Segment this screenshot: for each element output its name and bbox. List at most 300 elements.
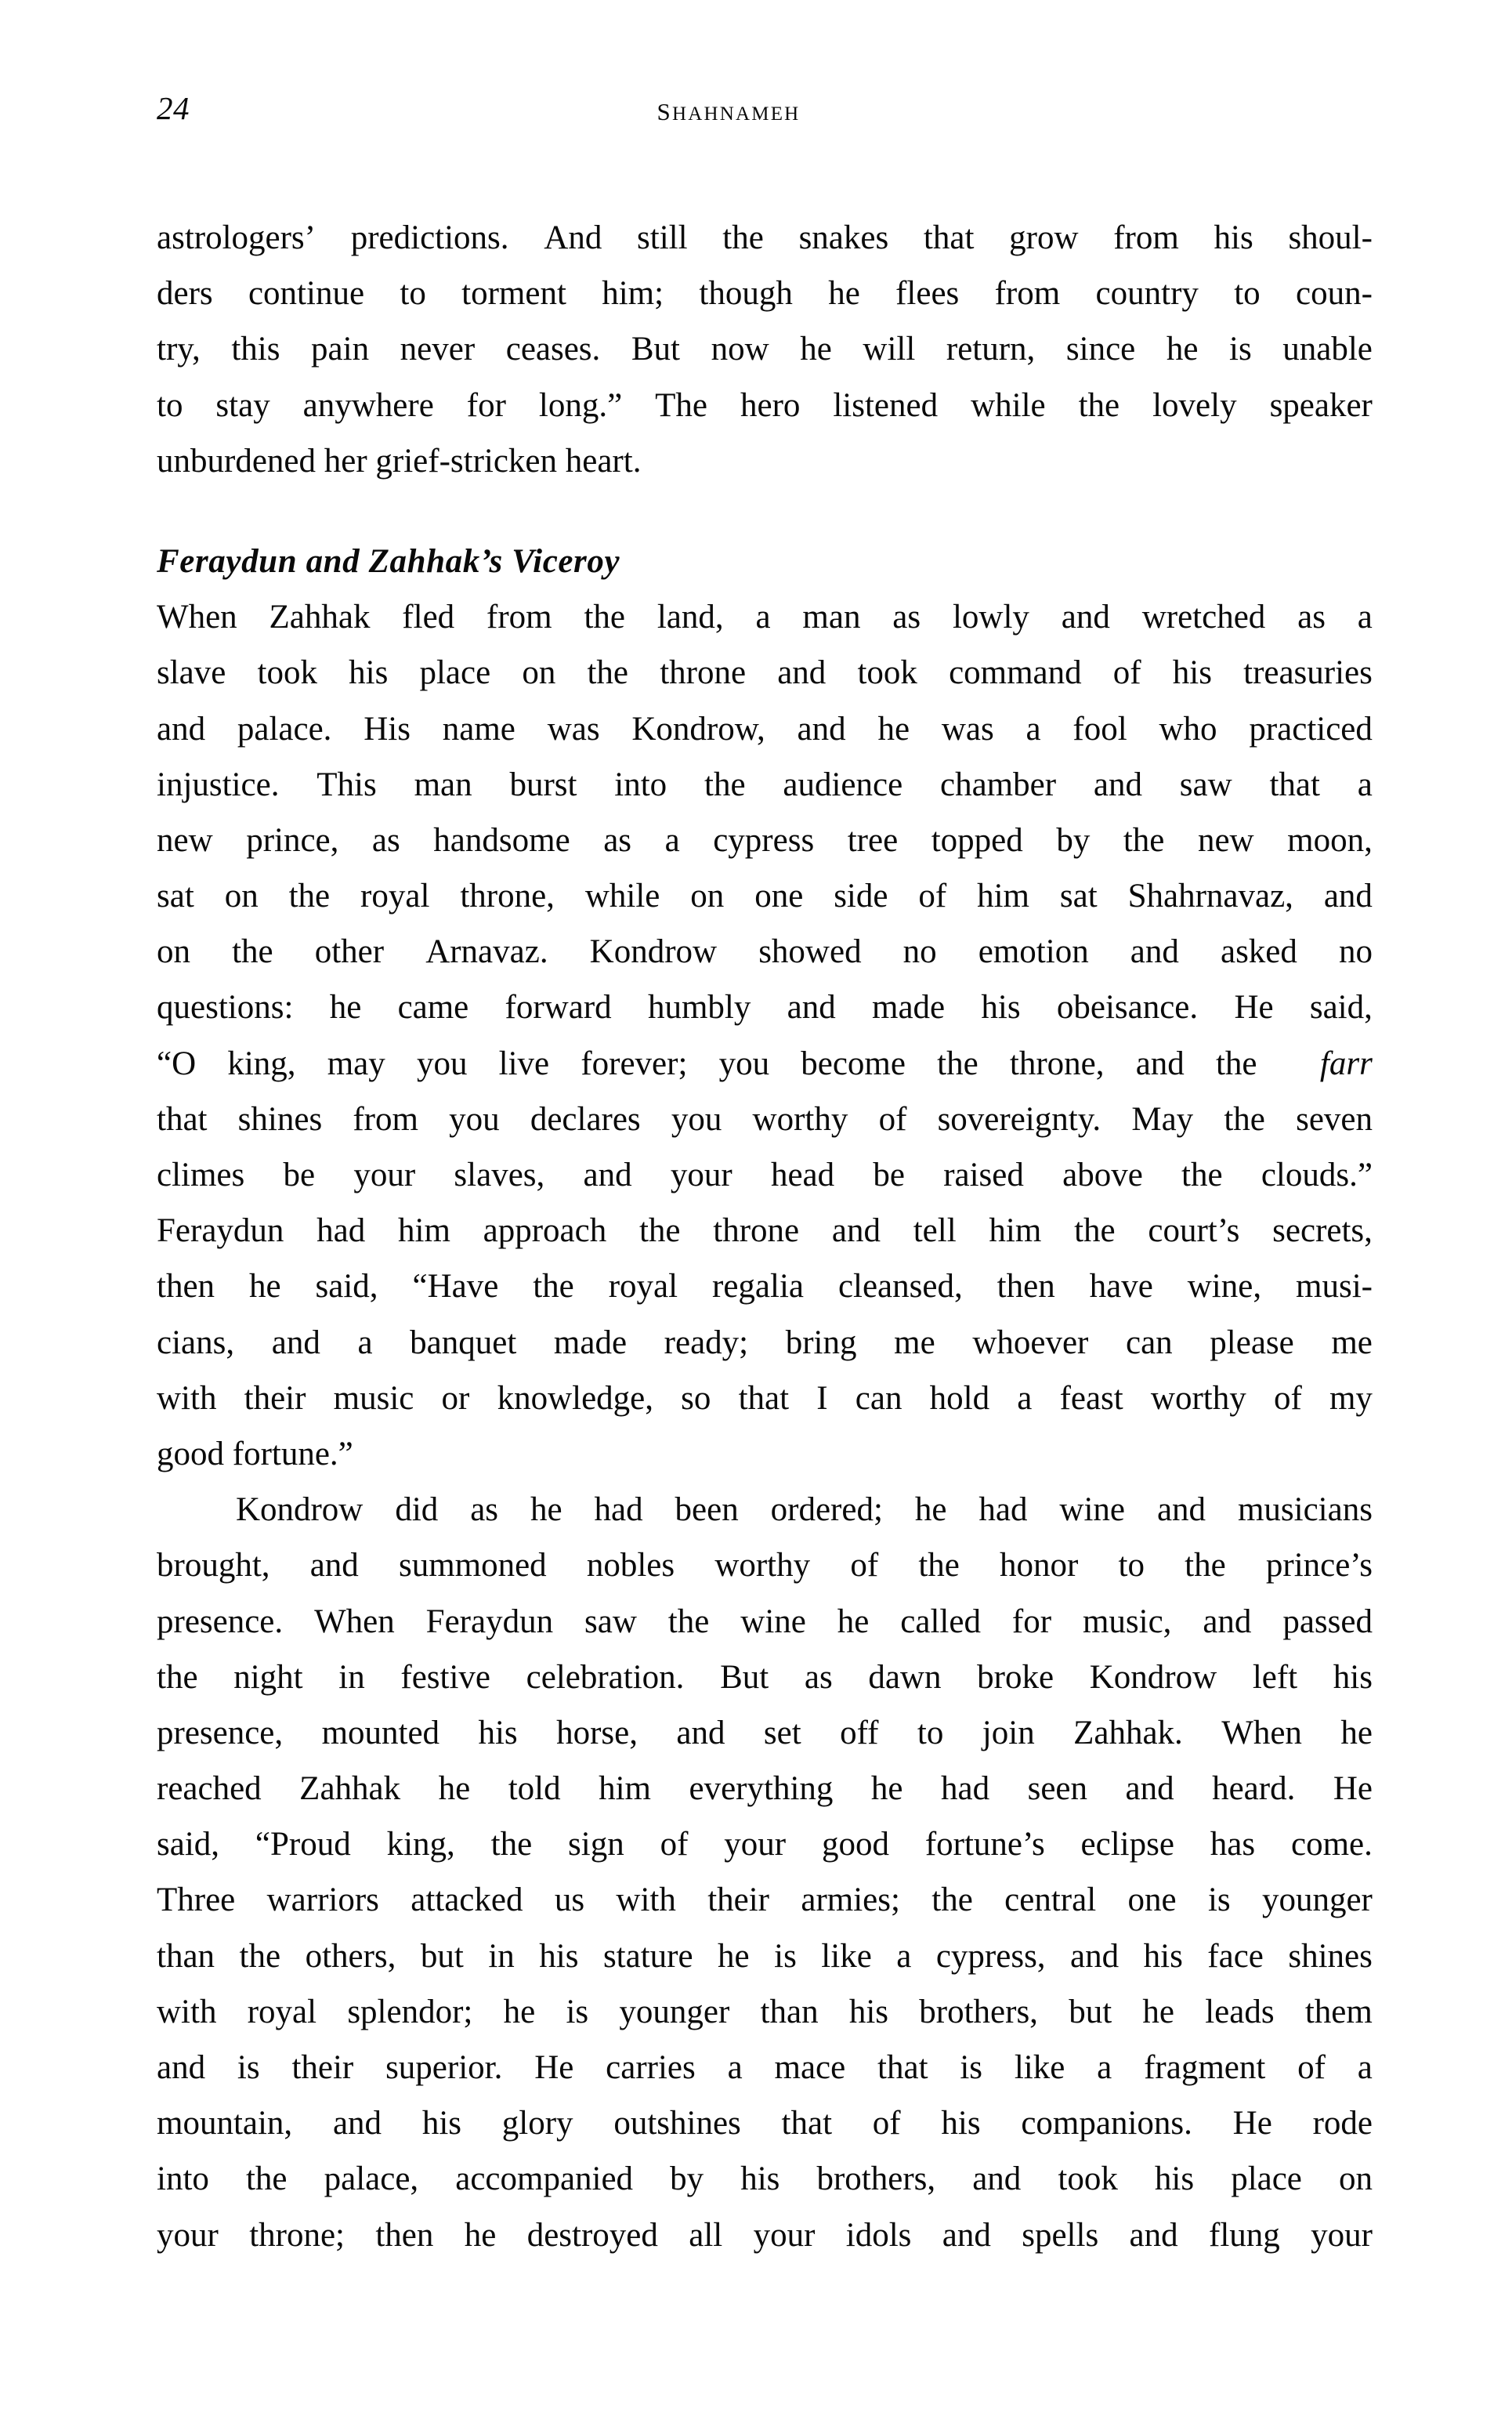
word: he [718, 1937, 750, 1975]
text-line [157, 1092, 1373, 1147]
word: as [470, 1491, 499, 1529]
word: he [870, 1770, 903, 1808]
word: man [802, 599, 861, 636]
word: with [157, 1993, 217, 2030]
text-line [157, 924, 1373, 980]
word: and [1129, 2216, 1178, 2254]
word: to [917, 1714, 944, 1751]
text-line [157, 645, 1373, 701]
word: a [1017, 1379, 1033, 1417]
word: and [1093, 766, 1142, 803]
word: When [157, 599, 237, 636]
text-line [157, 1984, 1373, 2040]
word: as [892, 599, 921, 636]
word: my [1329, 1379, 1373, 1417]
word: their [244, 1379, 306, 1417]
word: snakes [798, 219, 889, 256]
word: place [419, 654, 491, 692]
word: sat [157, 878, 194, 915]
word: fortune’s [924, 1826, 1045, 1863]
word: he [800, 331, 832, 368]
text-line [157, 1705, 1373, 1761]
word: attacked [411, 1882, 523, 1919]
word: but [420, 1937, 464, 1975]
word: your [724, 1826, 787, 1863]
word: the [490, 1826, 533, 1863]
text-line [157, 701, 1373, 757]
word: Arnavaz. [425, 933, 548, 971]
word: throne, [1009, 1045, 1105, 1082]
word: warriors [266, 1882, 379, 1919]
word: bring [785, 1324, 857, 1361]
word: made [553, 1324, 628, 1361]
text-block [157, 210, 1373, 2263]
word: and [157, 710, 206, 748]
word: a [755, 599, 771, 636]
word: And [544, 219, 602, 256]
word: The [655, 386, 708, 424]
word: side [834, 878, 888, 915]
text-line [157, 1929, 1373, 1984]
word: his [478, 1714, 518, 1751]
word: a [1025, 710, 1041, 748]
word: wretched [1141, 599, 1266, 636]
word: long.” [538, 386, 623, 424]
word: and [1125, 1770, 1174, 1808]
word: so [681, 1379, 711, 1417]
word: audience [783, 766, 903, 803]
word: royal [247, 1993, 317, 2030]
first-line-indent [157, 1482, 204, 1537]
word: face [1207, 1937, 1264, 1975]
word: that [781, 2105, 833, 2142]
text-line [157, 2095, 1373, 2151]
word: new [157, 821, 213, 859]
word: the [1078, 386, 1120, 424]
word: into [614, 766, 667, 803]
word: be [283, 1157, 316, 1194]
word: land, [657, 599, 724, 636]
word: you [671, 1100, 722, 1138]
word: burst [509, 766, 577, 803]
word: man [414, 766, 472, 803]
word: reached [157, 1770, 262, 1808]
word: your [753, 2216, 816, 2254]
word: his [941, 2105, 981, 2142]
word: his [1172, 654, 1212, 692]
word: on [1338, 2160, 1373, 2198]
word: as [371, 821, 400, 859]
word: flung [1209, 2216, 1280, 2254]
word: raised [943, 1157, 1024, 1194]
word: tree [847, 821, 899, 859]
word: is [237, 2049, 260, 2087]
word: showed [758, 933, 862, 971]
word: become [801, 1045, 906, 1082]
word: musi- [1296, 1268, 1373, 1306]
word: from [353, 1100, 418, 1138]
word: He [1234, 989, 1274, 1027]
word: cypress, [935, 1937, 1046, 1975]
word: and [777, 654, 827, 692]
text-line [157, 2208, 1373, 2263]
word: never [400, 331, 476, 368]
word: rode [1312, 2105, 1373, 2142]
word: came [397, 989, 469, 1027]
word: But [631, 331, 681, 368]
word: whoever [972, 1324, 1089, 1361]
word: royal [608, 1268, 678, 1306]
text-line [157, 1147, 1373, 1203]
word: handsome [433, 821, 570, 859]
word: he [503, 1993, 536, 2030]
word: and [1156, 1491, 1206, 1529]
word: he [464, 2216, 497, 2254]
word: ordered; [770, 1491, 883, 1529]
word: and [676, 1714, 725, 1751]
word: had [978, 1491, 1028, 1529]
word: who [1159, 710, 1217, 748]
word: grow [1009, 219, 1079, 256]
word: music, [1082, 1603, 1172, 1640]
word: celebration. [526, 1658, 685, 1696]
word: his [740, 2160, 780, 2198]
word: your [157, 2216, 219, 2254]
word: and [1061, 599, 1110, 636]
word: But [720, 1658, 769, 1696]
word: throne; [249, 2216, 345, 2254]
word: to [1234, 275, 1261, 313]
word: then [997, 1268, 1055, 1306]
word: Zahhak [299, 1770, 401, 1808]
word: He [1232, 2105, 1272, 2142]
word: can [1125, 1324, 1173, 1361]
word: made [872, 989, 946, 1027]
word: worthy [714, 1547, 811, 1585]
word: companions. [1021, 2105, 1192, 2142]
word: his [349, 654, 389, 692]
word: like [1014, 2049, 1065, 2087]
word: to [1118, 1547, 1145, 1585]
word: and [972, 2160, 1022, 2198]
word: and [332, 2105, 382, 2142]
word: and [1070, 1937, 1120, 1975]
word: Shahrnavaz, [1127, 878, 1293, 915]
text-line [157, 1761, 1373, 1816]
word: of [660, 1826, 689, 1863]
word: wine [740, 1603, 806, 1640]
word: and [797, 710, 846, 748]
word: that [157, 1100, 208, 1138]
word: then [157, 1268, 215, 1306]
word: Zahhak. [1073, 1714, 1183, 1751]
word: brought, [157, 1547, 270, 1585]
word: fragment [1144, 2049, 1266, 2087]
paragraph-kondrow-2 [157, 1482, 1373, 2263]
word: Kondrow [235, 1491, 364, 1529]
word: unable [1282, 331, 1373, 368]
word: you [416, 1045, 468, 1082]
word: but [1069, 1993, 1112, 2030]
word: set [763, 1714, 801, 1751]
word: armies; [801, 1882, 900, 1919]
word: had [594, 1491, 643, 1529]
word: a [1097, 2049, 1112, 2087]
word: he [837, 1603, 870, 1640]
word: as [804, 1658, 833, 1696]
word: your [670, 1157, 732, 1194]
word: spells [1022, 2216, 1099, 2254]
word: the [937, 1045, 978, 1082]
word: of [1273, 1379, 1302, 1417]
word: torment [461, 275, 566, 313]
word: forward [505, 989, 612, 1027]
word: the [232, 933, 273, 971]
word: cians, [157, 1324, 235, 1361]
word: he [877, 710, 910, 748]
word: please [1210, 1324, 1294, 1361]
word: now [711, 331, 769, 368]
word: had [317, 1212, 366, 1250]
word: the [245, 2160, 288, 2198]
word: his [848, 1993, 889, 2030]
word: others, [305, 1937, 396, 1975]
word: like [821, 1937, 872, 1975]
word: that [1269, 766, 1320, 803]
word: a [1357, 2049, 1373, 2087]
word: he [914, 1491, 947, 1529]
word: into [157, 2160, 209, 2198]
word: he [329, 989, 362, 1027]
word: and [309, 1547, 359, 1585]
text-line [157, 266, 1373, 321]
word: his [421, 2105, 461, 2142]
text-line [157, 1872, 1373, 1928]
word: stature [602, 1937, 693, 1975]
word: eclipse [1080, 1826, 1174, 1863]
word: country [1095, 275, 1199, 313]
text-line-with-italic [157, 1036, 1373, 1092]
section-spacer [157, 489, 1373, 534]
word: presence, [157, 1714, 284, 1751]
word: command [949, 654, 1082, 692]
word: of [1112, 654, 1141, 692]
word: good [821, 1826, 889, 1863]
word: may [327, 1045, 385, 1082]
word: hold [929, 1379, 990, 1417]
word: splendor; [347, 1993, 473, 2030]
word: had [941, 1770, 990, 1808]
word: forever; [581, 1045, 688, 1082]
word: and [157, 2049, 206, 2087]
word: above [1062, 1157, 1143, 1194]
word: knowledge, [497, 1379, 653, 1417]
word: then [375, 2216, 434, 2254]
word: I [816, 1379, 828, 1417]
word: them [1304, 1993, 1373, 2030]
word: Feraydun [425, 1603, 554, 1640]
word: on [522, 654, 556, 692]
word: called [900, 1603, 981, 1640]
text-line [157, 1203, 1373, 1259]
word: and [583, 1157, 632, 1194]
word: is [1207, 1882, 1231, 1919]
word: the [1074, 1212, 1116, 1250]
word: seen [1027, 1770, 1087, 1808]
word: been [675, 1491, 739, 1529]
word: banquet [410, 1324, 517, 1361]
text-line [157, 2151, 1373, 2207]
word: was [547, 710, 600, 748]
word: and [787, 989, 836, 1027]
word: him [989, 1212, 1042, 1250]
word: carries [606, 2049, 696, 2087]
word: ders [157, 275, 213, 313]
word: the [533, 1268, 574, 1306]
word: slaves, [454, 1157, 545, 1194]
word: passed [1282, 1603, 1373, 1640]
word: place [1231, 2160, 1302, 2198]
word: of [850, 1547, 879, 1585]
word: “O [157, 1045, 197, 1082]
word: saw [1179, 766, 1232, 803]
word: anywhere [302, 386, 434, 424]
word: clouds.” [1261, 1157, 1373, 1194]
word: me [894, 1324, 935, 1361]
word: and [271, 1324, 320, 1361]
word: and [1203, 1603, 1252, 1640]
word: the [638, 1212, 681, 1250]
word: try, [157, 331, 201, 368]
word: for [1011, 1603, 1052, 1640]
word: him [977, 878, 1030, 915]
word: the [157, 1658, 198, 1696]
word: climes [157, 1157, 245, 1194]
word: him; [602, 275, 664, 313]
word: was [941, 710, 994, 748]
word: asked [1220, 933, 1297, 971]
word: and [831, 1212, 881, 1250]
word: throne [660, 654, 747, 692]
word: no [902, 933, 937, 971]
text-line-first-indented [157, 1482, 1373, 1537]
word: court’s [1148, 1212, 1240, 1250]
word: worthy [1150, 1379, 1246, 1417]
word: with [616, 1882, 676, 1919]
word: the [722, 219, 764, 256]
word: the [1123, 821, 1165, 859]
word: on [157, 933, 190, 971]
text-line [157, 813, 1373, 868]
word: glory [501, 2105, 573, 2142]
paragraph-continuation [157, 210, 1373, 489]
text-line [157, 757, 1373, 813]
word: throne, [460, 878, 555, 915]
word: lowly [952, 599, 1029, 636]
text-line [157, 1259, 1373, 1314]
word: took [257, 654, 317, 692]
word: shoul- [1288, 219, 1373, 256]
word: the [1215, 1045, 1257, 1082]
word: astrologers’ [157, 219, 316, 256]
word: Zahhak [269, 599, 371, 636]
word: nobles [586, 1547, 675, 1585]
word: practiced [1249, 710, 1373, 748]
word: a [1357, 599, 1373, 636]
text-line [157, 210, 1373, 266]
word: festive [400, 1658, 490, 1696]
word: central [1004, 1882, 1097, 1919]
word: did [395, 1491, 439, 1529]
word: topped [931, 821, 1023, 859]
word: younger [619, 1993, 730, 2030]
word: he [1166, 331, 1199, 368]
word: listened [833, 386, 939, 424]
word: summoned [398, 1547, 547, 1585]
word: the [918, 1547, 960, 1585]
word: join [982, 1714, 1035, 1751]
paragraph-kondrow-1 [157, 589, 1373, 1482]
word: he [828, 275, 860, 313]
word: cleansed, [837, 1268, 963, 1306]
word: leads [1205, 1993, 1275, 2030]
word: is [566, 1993, 589, 2030]
word: of [878, 1100, 907, 1138]
word: and [1135, 1045, 1185, 1082]
word: coun- [1296, 275, 1373, 313]
word: he [248, 1268, 281, 1306]
word: by [1056, 821, 1091, 859]
word: while [971, 386, 1046, 424]
word: as [1297, 599, 1326, 636]
word: mountain, [157, 2105, 293, 2142]
word: is [960, 2049, 983, 2087]
word: the [1224, 1100, 1265, 1138]
word: seven [1296, 1100, 1373, 1138]
word: predictions. [350, 219, 509, 256]
word: he [530, 1491, 562, 1529]
text-line [157, 1537, 1373, 1593]
text-line [157, 321, 1373, 377]
word: in [488, 1937, 515, 1975]
word: horse, [556, 1714, 638, 1751]
word: He [1333, 1770, 1373, 1808]
word: as [603, 821, 632, 859]
word: to [400, 275, 426, 313]
word: wine [1059, 1491, 1125, 1529]
word: shines [1288, 1937, 1373, 1975]
text-line: unburdened her grief-stricken heart. [157, 442, 642, 480]
word: palace. [237, 710, 332, 748]
word: stay [215, 386, 270, 424]
word: of [1297, 2049, 1326, 2087]
word: for [466, 386, 506, 424]
word: When [1221, 1714, 1302, 1751]
word: by [670, 2160, 704, 2198]
word: saw [584, 1603, 637, 1640]
text-line [157, 1371, 1373, 1426]
word: treasuries [1243, 654, 1373, 692]
word: accompanied [455, 2160, 634, 2198]
word: chamber [940, 766, 1057, 803]
word: humbly [647, 989, 751, 1027]
word: slave [157, 654, 226, 692]
word: no [1338, 933, 1373, 971]
word: palace, [324, 2160, 419, 2198]
word: come. [1290, 1826, 1373, 1863]
word: injustice. [157, 766, 280, 803]
word: his [1154, 2160, 1195, 2198]
